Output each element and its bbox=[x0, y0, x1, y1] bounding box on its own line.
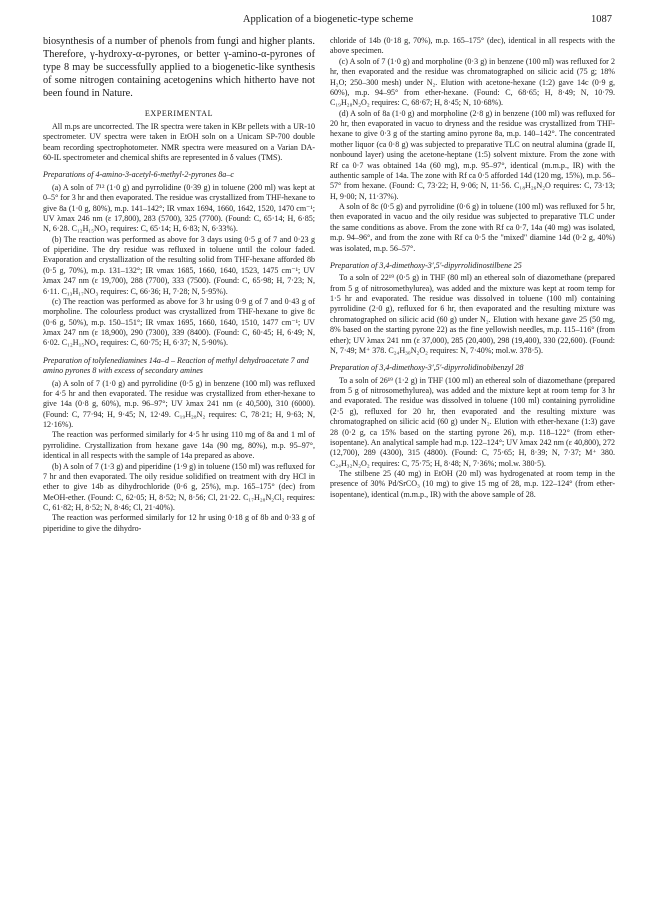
procedure-14c: (c) A soln of 7 (1·0 g) and morpholine (0·3 g) in benzene (100 ml) was refluxed for 2 hr, then evaporated and the residue was chromatographed on silicic acid (75 g; 18% H₂O; 250–300 mesh) under N₂. Elution with acetone-hexane (1:2) gave 14c (0·9 g, 60%), m.p. 94–95° from ether-hexane. (Found: C, 68·65; H, 8·49; N, 10·79. C₁₉H₂₈N₂O₂ requires: C, 68·67; H, 8·45; N, 10·68%). bbox=[330, 56, 615, 108]
right-column bbox=[330, 36, 615, 500]
procedure-14b: (b) A soln of 7 (1·3 g) and piperidine (1·9 g) in toluene (150 ml) was refluxed for 7 hr and then evaporated. The oily residue solidified on treatment with dry HCl in ether to give 14b as dihydrochloride (0·6 g, 25%), m.p. 165–175° (dec) from MeOH-ether. (Found: C, 62·05; H, 8·52; N, 8·56; Cl, 21·22. C₁₇H₂₈N₂Cl₂ requires: C, 61·82; H, 8·52; N, 8·46; Cl, 21·40%). bbox=[43, 461, 315, 513]
section-heading-stilbene: Preparation of 3,4-dimethoxy-3′,5′-dipyrrolidinostilbene 25 bbox=[330, 260, 522, 270]
procedure-25: To a soln of 22¹⁹ (0·5 g) in THF (80 ml) an ethereal soln of diazomethane (prepared from 5 g of nitrosomethylurea), was added and the mixture was kept at room temp for 1·5 hr and evaporated. The residue was dissolved in toluene (100 ml) containing pyrrolidine (2·0 g), refluxed for 6 hr, then evaporated and the resulting mixture was chromatographed on silicic acid (60 g) under N₂. Elution with hexane gave 25 (50 mg, 8% based on the starting pyrone 22) as the fine yellowish needles, m.p. 115–116° (from ether); UV λmax 241 nm (ε 37,000), 285 (20,400), 298 (19,400), 330 (22,600). (Found: N, 7·49; M⁺ 378. C₂₄H₃₀N₂O₂ requires: N, 7·40%; mol.w. 378·5). bbox=[330, 273, 615, 355]
procedure-14a-alt: The reaction was performed similarly for 4·5 hr using 110 mg of 8a and 1 ml of pyrrolidine. Crystallization from hexane gave 14a (90 mg, 80%), m.p. 95–97°, identical in all respects with the sample of 14a prepared as above. bbox=[43, 430, 315, 461]
section-heading-tolylenediamines: Preparation of tolylenediamines 14a–d – Reaction of methyl dehydroacetate 7 and amino pyrones 8 with excess of secondary amines bbox=[43, 355, 309, 376]
procedure-14d-alt: A soln of 8c (0·5 g) and pyrrolidine (0·6 g) in toluene (100 ml) was refluxed for 5 hr, then evaporated in vacuo and the oily residue was subjected to preparative TLC under the same conditions as above. From the zone with Rf ca 0·7, 14a (40 mg) was isolated, m.p. 94–96°, and from the zone with Rf ca 0·5 the "mixed" diamine 14d (0·2 g, 40%) was isolated, m.p. 56–57°. bbox=[330, 202, 615, 253]
experimental-heading: EXPERIMENTAL bbox=[144, 108, 214, 118]
procedure-14a: (a) A soln of 7 (1·0 g) and pyrrolidine (0·5 g) in benzene (100 ml) was refluxed for 4·5 hr and then evaporated. The residue was crystallized from ether-hexane to give 14a (0·8 g, 60%), m.p. 96–97°; UV λmax 241 nm (ε 40,500), 310 (6000). (Found: C, 77·94; H, 9·45; N, 12·49. C₁₉H₂₈N₂ requires: C, 78·21; H, 9·63; N, 12·16%). bbox=[43, 378, 315, 430]
procedure-14b-alt: The reaction was performed similarly for 12 hr using 0·18 g of 8b and 0·33 g of piperidine to give the dihydro- bbox=[43, 513, 315, 533]
procedure-14d: (d) A soln of 8a (1·0 g) and morpholine (2·8 g) in benzene (100 ml) was refluxed for 20 hr, then evaporated in vacuo to dryness and the residue was crystallized from THF-hexane to give 0·3 g of the starting amino pyrone 8a, m.p. 140–142°. The concentrated mother liquor (ca 0·8 g) was subjected to preparative TLC on neutral alumina (grade II, nonbound layer) using the acetone-heptane (1:5) solvent mixture. From the zone with Rf ca 0·7 was obtained 14a (60 mg), m.p. 95–97°, identical (m.m.p., IR) with the authentic sample of 14a. The zone with Rf ca 0·5 afforded 14d (120 mg, 15%), m.p. 56–57° from hexane. (Found: C, 73·22; H, 9·06; N, 11·56. C₁₈H₂₆N₂O requires: C, 73·13; H, 9·00; N, 11·37%). bbox=[330, 108, 615, 201]
page-header bbox=[0, 14, 656, 28]
left-column bbox=[43, 36, 315, 534]
running-title: Application of a biogenetic-type scheme bbox=[242, 14, 414, 25]
procedure-8c: (c) The reaction was performed as above for 3 hr using 0·9 g of 7 and 0·43 g of morpholine. The colourless product was crystallized from THF-hexane to give 8c (0·6 g, 50%), m.p. 150–151°; IR νmax 1695, 1660, 1640, 1510, 1477 cm⁻¹; UV λmax 247 nm (ε 18,900), 290 (7300), 339 (8400). (Found: C, 60·45; H, 6·49; N, 6·02. C₁₂H₁₅NO₄ requires: C, 60·75; H, 6·37; N, 5·90%). bbox=[43, 296, 315, 348]
continuation-paragraph: chloride of 14b (0·18 g, 70%), m.p. 165–175° (dec), identical in all respects with the above specimen. bbox=[330, 36, 615, 56]
procedure-8a: (a) A soln of 7¹² (1·0 g) and pyrrolidine (0·39 g) in toluene (200 ml) was kept at 0–5° for 3 hr and then evaporated. The residue was crystallized from THF-hexane to give 8a (1·0 g, 80%), m.p. 141–142°; IR νmax 1694, 1660, 1642, 1520, 1470 cm⁻¹; UV λmax 246 nm (ε 17,800), 283 (5700), 325 (7700). (Found: C, 65·14; H, 6·85; N, 6·28. C₁₂H₁₅NO₃ requires: C, 65·14; H, 6·83; N, 6·33%). bbox=[43, 182, 315, 234]
hydrogenation-paragraph: The stilbene 25 (40 mg) in EtOH (20 ml) was hydrogenated at room temp in the presence of 30% Pd/SrCO₃ (10 mg) to give 15 mg of 28, m.p. 122–124° (from ether-isopentane), identical (m.m.p., IR) with the above sample of 28. bbox=[330, 469, 615, 499]
procedure-28: To a soln of 26¹⁹ (1·2 g) in THF (100 ml) an ethereal soln of diazomethane (prepared from 5 g of nitrosomethylurea), was added and the mixture kept at room temp for 3 hr and evaporated. The residue was dissolved in toluene (100 ml) containing pyrrolidine (2·5 g), refluxed for 20 hr, then evaporated and the resulting mixture was chromatographed on silicic acid (60 g) under N₂. Elution with ether-hexane (1:3) gave 28 (0·2 g, ca 15% based on the starting pyrone 26), m.p. 118–122° (from ether-isopentane). An analytical sample had m.p. 122–124°; UV λmax 242 nm (ε 40,800), 272 (12,700), 289 (4300), 315 (4800). (Found: C, 75·65; H, 8·39; N, 7·37; M⁺ 380. C₂₄H₃₂N₂O₂ requires: C, 75·75; H, 8·48; N, 7·36%; mol.w. 380·5). bbox=[330, 375, 615, 468]
page-number: 1087 bbox=[591, 14, 612, 25]
intro-paragraph: biosynthesis of a number of phenols from fungi and higher plants. Therefore, γ-hydroxy-α-pyrones, or better γ-amino-α-pyrones of type 8 may be successfully applied to a biogenetic-like synthesis of some nitrogen containing acetogenins which hitherto have not been found in Nature. bbox=[43, 36, 315, 99]
section-heading-aminopyrones: Preparations of 4-amino-3-acetyl-6-methyl-2-pyrones 8a–c bbox=[43, 170, 234, 180]
procedure-8b: (b) The reaction was performed as above for 3 days using 0·5 g of 7 and 0·23 g of piperidine. The dry residue was refluxed in toluene until the colour faded. Evaporation and crystallization of the resulting solid from THF-hexane afforded 8b (0·5 g, 70%), m.p. 131–132°; IR νmax 1685, 1660, 1640, 1523, 1475 cm⁻¹; UV λmax 247 nm (ε 19,700), 288 (7700), 333 (7500). (Found: C, 65·98; H, 7·23; N, 6·11. C₁₃H₁₇NO₃ requires: C, 66·36; H, 7·28; N, 5·95%). bbox=[43, 234, 315, 296]
section-heading-bibenzyl: Preparation of 3,4-dimethoxy-3′,5′-dipyrrolidinobibenzyl 28 bbox=[330, 363, 524, 373]
experimental-paragraph: All m.ps are uncorrected. The IR spectra were taken in KBr pellets with a UR-10 spectrometer. UV spectra were taken in EtOH soln on a Unicam SP-700 double beam recording spectrophotometer. NMR spectra were measured on a Varian DA-60-IL spectrometer and chemical shifts are represented in δ values (TMS). bbox=[43, 121, 315, 163]
